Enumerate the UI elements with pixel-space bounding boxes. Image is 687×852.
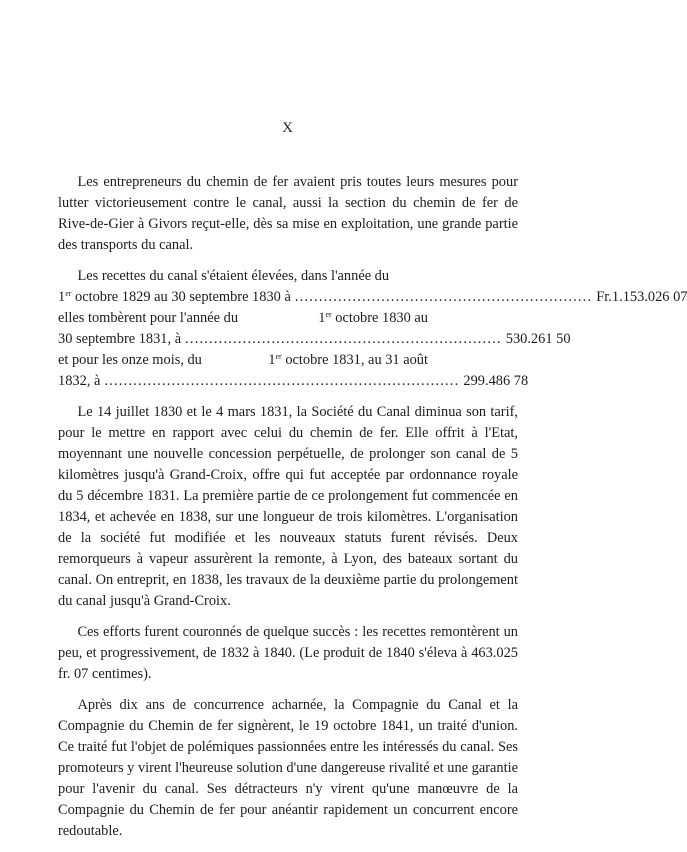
recettes-row-1831-lead — [58, 308, 518, 329]
period-tail: octobre 1830 au — [335, 310, 428, 326]
period-text: 1832, à — [58, 373, 101, 389]
amount-value: 1.153.026 07 — [611, 289, 687, 305]
paragraph-union: Après dix ans de concurrence acharnée, la Compagnie du Canal et la Compagnie du Chemin de fer signèrent, le 19 octobre 1841, un traité d'union. Ce traité fut l'objet de polémiques passionnées entre les intéressés du canal. Ses promoteurs y virent l'heureuse solution d'une dangereuse rivalité et une garantie pour l'avenir du canal. Ses détracteurs n'y virent qu'une manœuvre de la Compagnie du Chemin de fer pour anéantir rapidement un concurrent encore redoutable. — [58, 697, 518, 839]
paragraph-succes: Ces efforts furent couronnés de quelque succès : les recettes remontèrent un peu, et progressivement, de 1832 à 1840. (Le produit de 1840 s'éleva à 463.025 fr. 07 centimes). — [58, 624, 518, 682]
amount-value: 299.486 78 — [463, 373, 529, 389]
chapter-number: X — [282, 120, 294, 136]
recettes-row-1832 — [58, 371, 529, 392]
amount-value: 530.261 50 — [505, 331, 571, 347]
leader-dots: .............................................................. — [294, 289, 593, 305]
period-lead: elles tombèrent pour l'année du — [58, 310, 239, 326]
day-number: 1 — [268, 352, 276, 368]
period-text: octobre 1829 au 30 septembre 1830 à — [75, 289, 291, 305]
recettes-intro: Les recettes du canal s'étaient élevées, dans l'année du — [77, 268, 390, 284]
recettes-label — [58, 287, 291, 308]
period-lead-date — [318, 308, 428, 329]
recettes-row-1830 — [58, 287, 687, 308]
leader-dots: .................................................................. — [185, 331, 502, 347]
day-number: 1 — [58, 289, 66, 305]
recettes-row-1832-lead — [58, 350, 518, 371]
period-tail: octobre 1831, au 31 août — [285, 352, 428, 368]
recettes-row-1831 — [58, 329, 571, 350]
ordinal-suffix: er — [325, 310, 332, 319]
paragraph-intro: Les entrepreneurs du chemin de fer avaient pris toutes leurs mesures pour lutter victorieusement contre le canal, aussi la section du chemin de fer de Rive-de-Gier à Givors reçut-elle, dès sa mise en exploitation, une grande partie des transports du canal. — [58, 174, 518, 253]
currency-label: Fr. — [596, 289, 612, 305]
ordinal-suffix: er — [275, 352, 282, 361]
page — [58, 118, 687, 852]
day-number: 1 — [318, 310, 326, 326]
recettes-table — [58, 266, 687, 392]
period-text: 30 septembre 1831, à — [58, 331, 182, 347]
period-lead-date — [268, 350, 428, 371]
paragraph-tarif: Le 14 juillet 1830 et le 4 mars 1831, la Société du Canal diminua son tarif, pour le mettre en rapport avec celui du chemin de fer. Elle offrit à l'Etat, moyennant une nouvelle concession perpétuelle, de prolonger son canal de 5 kilomètres jusqu'à Grand-Croix, offre qui fut acceptée par ordonnance royale du 5 décembre 1831. La première partie de ce prolongement fut commencée en 1834, et achevée en 1838, sur une longueur de trois kilomètres. L'organisation de la société fut modifiée et les nouveaux statuts furent révisés. Deux remorqueurs à vapeur assurèrent la remonte, à Lyon, des bateaux sortant du canal. On entreprit, en 1838, les travaux de la deuxième partie du prolongement du canal jusqu'à Grand-Croix. — [58, 404, 518, 609]
leader-dots: .......................................................................... — [104, 373, 460, 389]
ordinal-suffix: er — [65, 289, 72, 298]
period-lead: et pour les onze mois, du — [58, 352, 202, 368]
